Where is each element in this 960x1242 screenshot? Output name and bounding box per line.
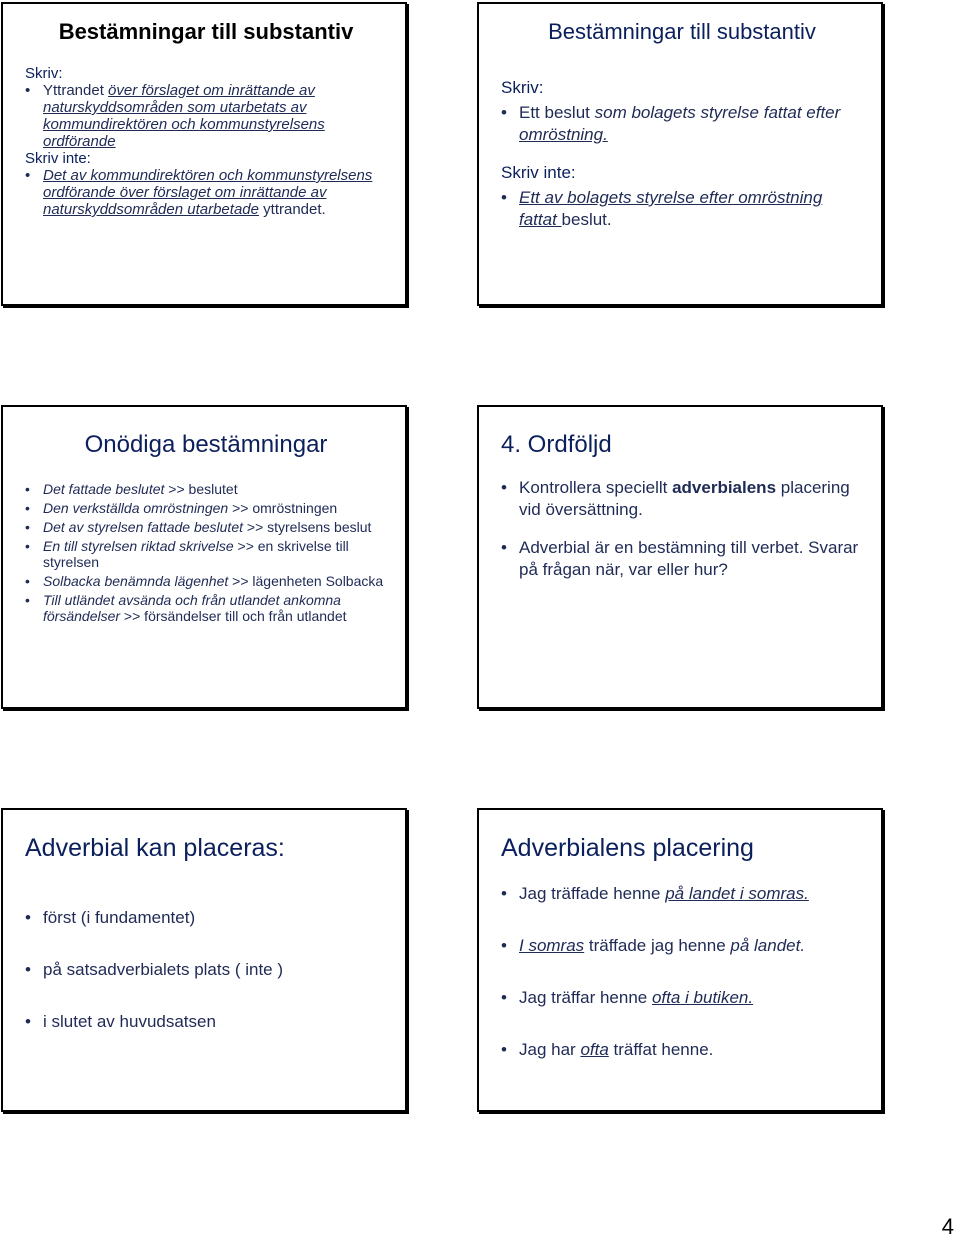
text-italic-underlined: Det av kommundirektören och kommunstyrelsens ordförande över förslaget om inrättande av naturskyddsområden utarbetade <box>43 167 373 218</box>
list-item <box>25 82 387 150</box>
list-item <box>501 537 863 581</box>
text-normal: >> omröstningen <box>228 500 338 516</box>
item-list <box>501 477 863 581</box>
page-number: 4 <box>941 1214 954 1239</box>
text-italic: på landet. <box>730 936 806 955</box>
text-normal: på satsadverbialets plats ( inte ) <box>43 960 284 979</box>
slide-title: Adverbialens placering <box>501 834 754 862</box>
item-list <box>501 883 863 1061</box>
text-normal: beslut. <box>561 210 612 229</box>
text-normal: >> försändelser till och från utlandet <box>120 608 347 624</box>
list-item <box>501 187 863 231</box>
text-normal: >> lägenheten Solbacka <box>228 573 384 589</box>
list-item <box>25 1011 387 1033</box>
list-item <box>25 167 387 218</box>
text-italic-underlined: ofta i butiken. <box>651 988 754 1007</box>
text-italic: En till styrelsen riktad skrivelse <box>43 538 234 554</box>
text-italic: som bolagets styrelse fattat efter <box>594 103 841 122</box>
slide-title: Adverbial kan placeras: <box>25 834 285 862</box>
slide-3 <box>1 405 407 709</box>
list-item <box>25 907 387 929</box>
dont-write-label: Skriv inte: <box>501 163 576 182</box>
text-italic-underlined: omröstning. <box>519 125 608 144</box>
text-normal: Kontrollera speciellt <box>519 478 673 497</box>
write-label: Skriv: <box>25 65 63 82</box>
list-item <box>25 959 387 981</box>
text-bold: adverbialens <box>672 478 777 497</box>
text-normal: Adverbial är en bestämning till verbet. Svarar på frågan när, var eller hur? <box>519 538 859 579</box>
dont-write-list <box>25 167 387 218</box>
slide-4 <box>477 405 883 709</box>
slide-1 <box>1 2 407 306</box>
text-italic-underlined: fattat <box>519 210 562 229</box>
write-list <box>25 82 387 150</box>
text-italic: Det av styrelsen fattade beslutet <box>43 519 243 535</box>
text-italic-underlined: ofta <box>580 1040 609 1059</box>
list-item <box>501 935 863 957</box>
list-item <box>501 477 863 521</box>
list-item <box>501 987 863 1009</box>
text-normal: träffat henne. <box>608 1040 714 1059</box>
slide-5 <box>1 808 407 1112</box>
text-normal: Jag har <box>519 1040 581 1059</box>
text-normal: yttrandet. <box>258 201 326 218</box>
slide-title: Bestämningar till substantiv <box>548 19 816 44</box>
write-list <box>501 102 863 146</box>
slide-title: Onödiga bestämningar <box>84 431 328 458</box>
write-label: Skriv: <box>501 78 544 97</box>
text-normal: Jag träffade henne <box>519 884 666 903</box>
list-item <box>25 573 387 589</box>
dont-write-label: Skriv inte: <box>25 150 91 167</box>
slide-title: 4. Ordföljd <box>501 431 612 458</box>
text-normal: placering vid översättning. <box>519 478 850 519</box>
item-list <box>25 481 387 624</box>
text-italic: Den verkställda omröstningen <box>43 500 229 516</box>
slide-6 <box>477 808 883 1112</box>
list-item <box>501 1039 863 1061</box>
text-normal: i slutet av huvudsatsen <box>43 1012 216 1031</box>
list-item <box>25 519 387 535</box>
text-normal: först (i fundamentet) <box>43 908 196 927</box>
text-italic-underlined: på landet i somras. <box>665 884 809 903</box>
text-italic: Till utländet avsända och från utlandet ankomna försändelser <box>43 592 341 624</box>
list-item <box>25 500 387 516</box>
slide-2 <box>477 2 883 306</box>
list-item <box>25 592 387 624</box>
text-italic-underlined: över förslaget om inrättande av naturskyddsområden som utarbetats av kommundirektören och kommunstyrelsens ordförande <box>43 82 325 150</box>
text-normal: Ett beslut <box>519 103 595 122</box>
list-item <box>25 481 387 497</box>
text-italic-underlined: Ett av bolagets styrelse efter omröstning <box>519 188 823 207</box>
text-italic: Solbacka benämnda lägenhet <box>43 573 229 589</box>
list-item <box>501 883 863 905</box>
text-normal: >> styrelsens beslut <box>243 519 372 535</box>
item-list <box>25 907 387 1033</box>
text-normal: >> en skrivelse till styrelsen <box>43 538 349 570</box>
text-normal: >> beslutet <box>164 481 238 497</box>
text-normal: träffade jag henne <box>584 936 731 955</box>
list-item <box>25 538 387 570</box>
text-italic-underlined: I somras <box>519 936 585 955</box>
text-normal: Yttrandet <box>43 82 109 99</box>
dont-write-list <box>501 187 863 231</box>
slide-title: Bestämningar till substantiv <box>58 19 354 44</box>
text-italic: Det fattade beslutet <box>43 481 165 497</box>
list-item <box>501 102 863 146</box>
text-normal: Jag träffar henne <box>519 988 652 1007</box>
